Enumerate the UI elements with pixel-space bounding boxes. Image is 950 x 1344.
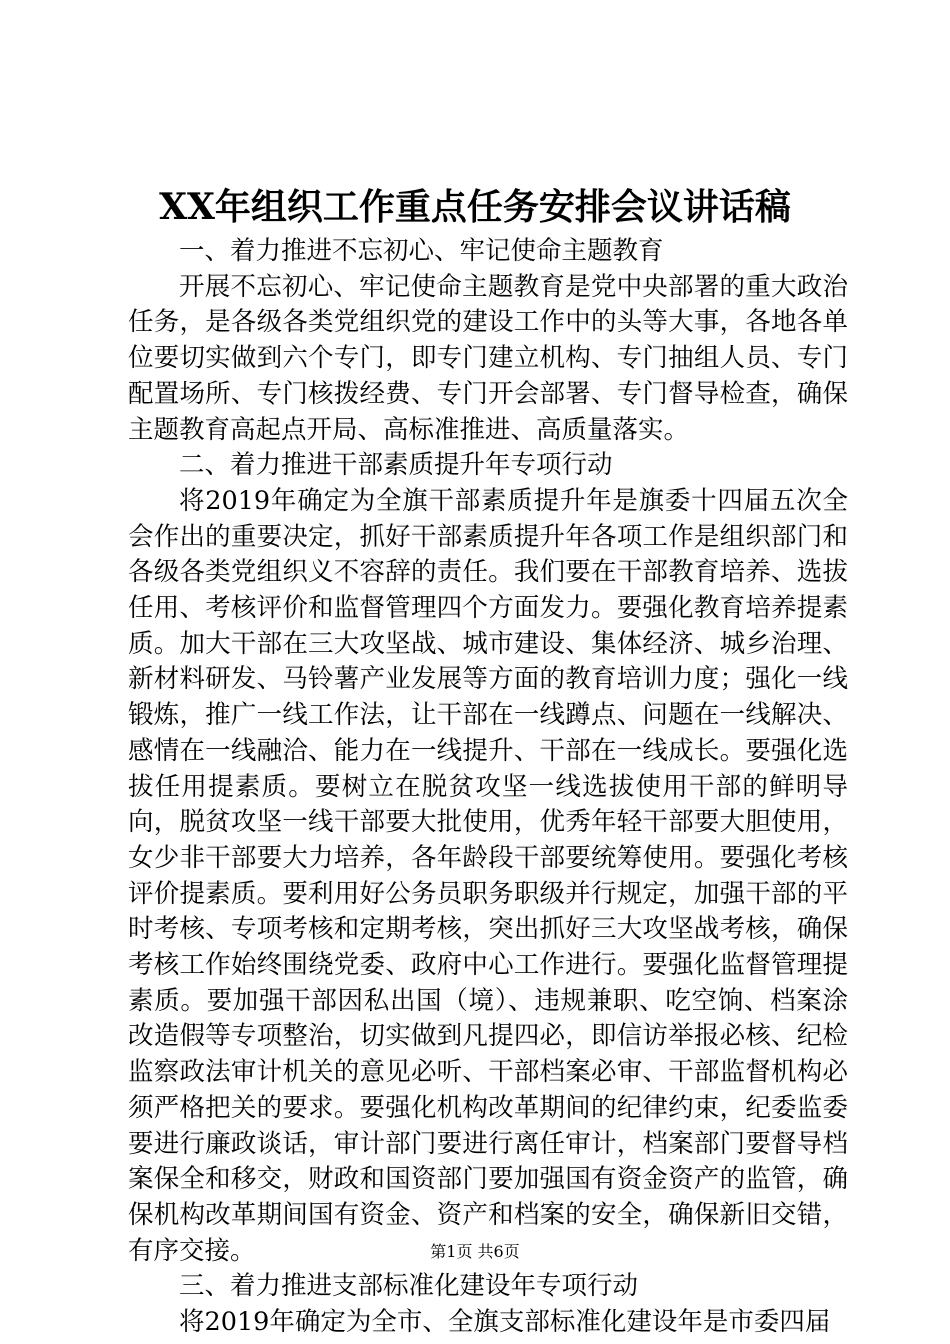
page-number-footer: 第1页 共6页 (430, 1242, 520, 1261)
document-title: XX年组织工作重点任务安排会议讲话稿 (159, 186, 791, 228)
document-body (128, 234, 848, 1341)
body-paragraph: 开展不忘初心、牢记使命主题教育是党中央部署的重大政治任务，是各级各类党组织党的建设工作中的头等大事，各地各单位要切实做到六个专门，即专门建立机构、专门抽组人员、专门配置场所、专门核拨经费、专门开会部署、专门督导检查，确保主题教育高起点开局、高标准推进、高质量落实。 (128, 271, 848, 445)
section-heading-2: 二、着力推进干部素质提升年专项行动 (179, 450, 613, 481)
section-heading-1: 一、着力推进不忘初心、牢记使命主题教育 (179, 236, 664, 266)
section-heading-3: 三、着力推进支部标准化建设年专项行动 (179, 1271, 639, 1302)
body-paragraph: 将2019年确定为全市、全旗支部标准化建设年是市委四届 (179, 1307, 831, 1338)
body-paragraph: 将2019年确定为全旗干部素质提升年是旗委十四届五次全会作出的重要决定，抓好干部素质提升年各项工作是组织部门和各级各类党组织义不容辞的责任。我们要在干部教育培养、选拔任用、考核评价和监督管理四个方面发力。要强化教育培养提素质。加大干部在三大攻坚战、城市建设、集体经济、城乡治理、新材料研发、马铃薯产业发展等方面的教育培训力度；强化一线锻炼，推广一线工作法，让干部在一线蹲点、问题在一线解决、感情在一线融洽、能力在一线提升、干部在一线成长。要强化选拔任用提素质。要树立在脱贫攻坚一线选拔使用干部的鲜明导向，脱贫攻坚一线干部要大批使用，优秀年轻干部要大胆使用，女少非干部要大力培养，各年龄段干部要统筹使用。要强化考核评价提素质。要利用好公务员职务职级并行规定，加强干部的平时考核、专项考核和定期考核，突出抓好三大攻坚战考核，确保考核工作始终围绕党委、政府中心工作进行。要强化监督管理提素质。要加强干部因私出国（境）、违规兼职、吃空饷、档案涂改造假等专项整治，切实做到凡提四必，即信访举报必核、纪检监察政法审计机关的意见必听、干部档案必审、干部监督机构必须严格把关的要求。要强化机构改革期间的纪律约束，纪委监委要进行廉政谈话，审计部门要进行离任审计，档案部门要督导档案保全和移交，财政和国资部门要加强国有资金资产的监管，确保机构改革期间国有资金、资产和档案的安全，确保新旧交错，有序交接。 (128, 485, 848, 1266)
